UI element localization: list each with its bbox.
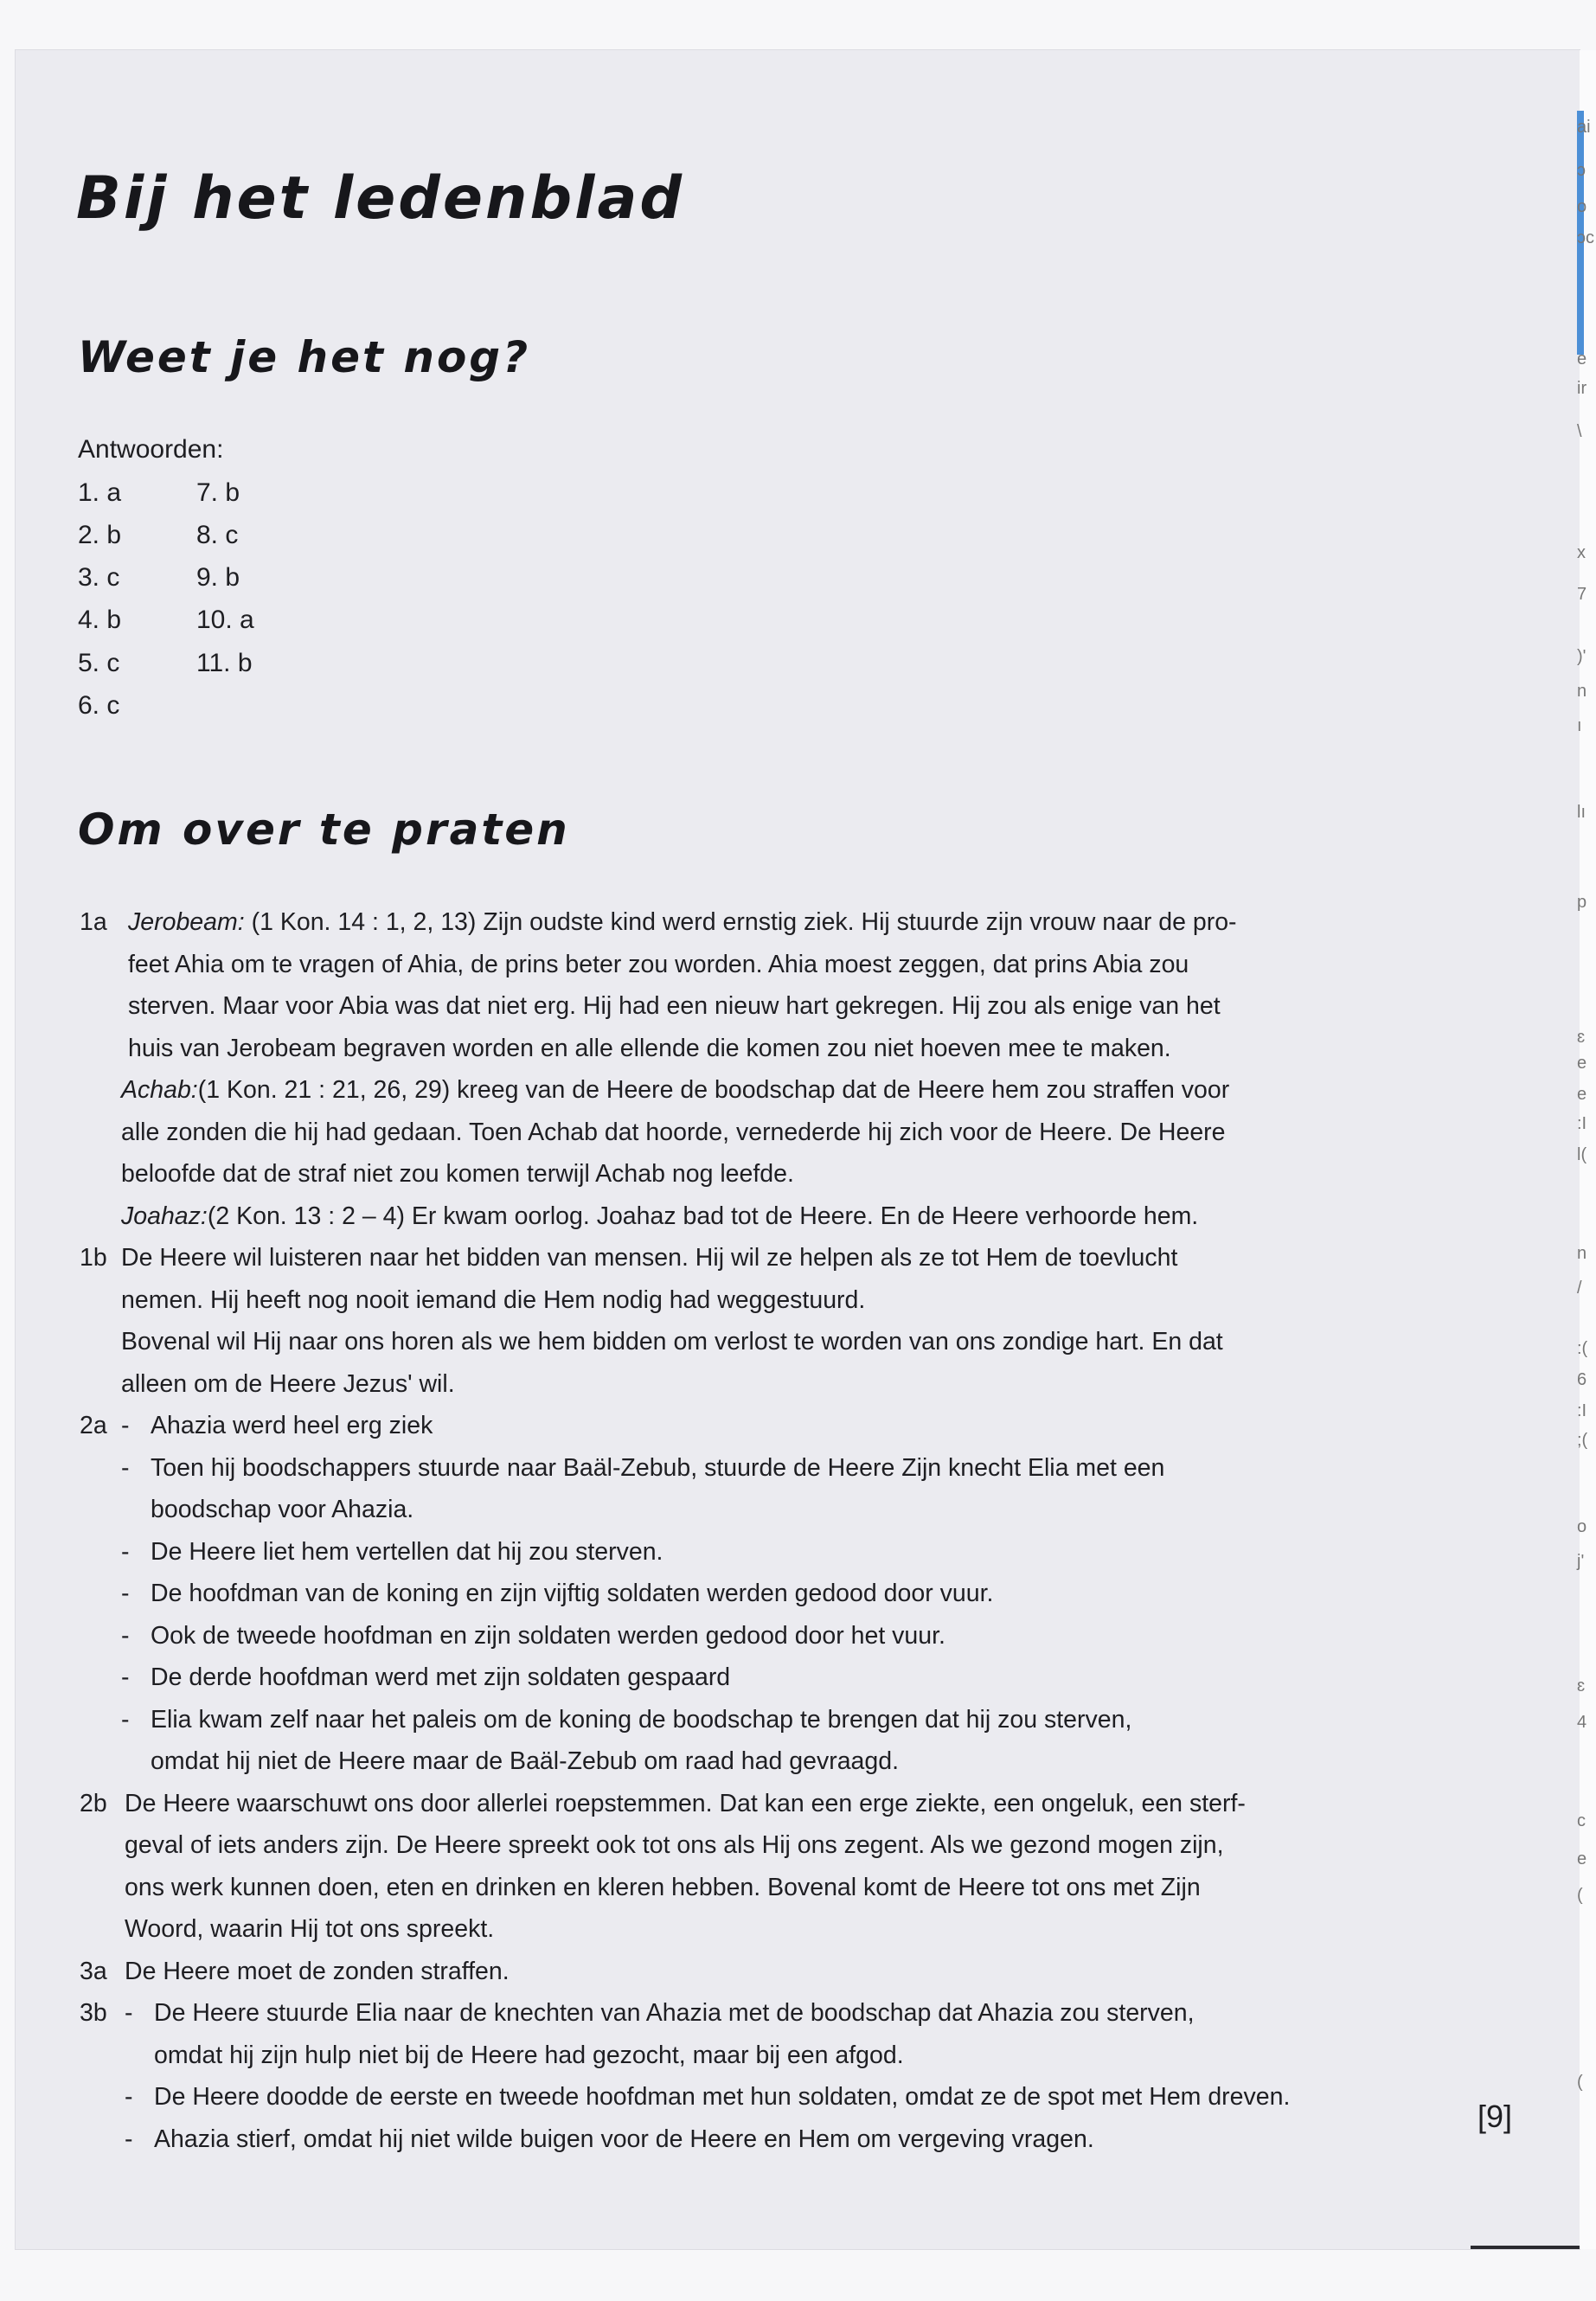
text-line	[80, 1069, 1464, 1112]
bible-reference-name: Jerobeam:	[128, 908, 245, 936]
text-line	[80, 1992, 1464, 2035]
text-line: ons werk kunnen doen, eten en drinken en kleren hebben. Bovenal komt de Heere tot ons met Zijn	[125, 1873, 1201, 1901]
edge-blue-mark	[1577, 268, 1584, 294]
text-line	[80, 1405, 1464, 1447]
bullet-dash: -	[125, 2125, 133, 2153]
text-span: Ahazia werd heel erg ziek	[151, 1412, 433, 1439]
page-title: Bij het ledenblad	[76, 164, 685, 233]
edge-glyph: /	[1577, 1279, 1582, 1298]
answer-item: 1. a	[78, 478, 122, 507]
edge-glyph: ı	[1577, 716, 1582, 735]
section-heading-weet-je-het-nog: Weet je het nog?	[78, 332, 531, 382]
text-line: geval of iets anders zijn. De Heere spreekt ook tot ons als Hij ons zegent. Als we gezond mogen zijn,	[125, 1831, 1224, 1859]
edge-glyph: (	[1577, 2073, 1583, 2092]
answer-item: 5. c	[78, 649, 120, 677]
answer-item: 7. b	[196, 478, 240, 507]
text-span: De Heere moet de zonden straffen.	[125, 1957, 510, 1985]
edge-glyph: 6	[1577, 1370, 1587, 1389]
text-line: nemen. Hij heeft nog nooit iemand die Hem nodig had weggestuurd.	[121, 1285, 866, 1314]
answer-item: 11. b	[196, 649, 253, 677]
text-line: beloofde dat de straf niet zou komen terwijl Achab nog leefde.	[121, 1160, 794, 1188]
edge-glyph: :I	[1577, 1114, 1587, 1133]
answer-item: 3. c	[78, 563, 120, 592]
bottom-rule	[1471, 2246, 1580, 2249]
page-number: [9]	[1477, 2099, 1513, 2134]
edge-glyph: (	[1577, 1886, 1583, 1905]
edge-glyph: :(	[1577, 1339, 1588, 1358]
edge-glyph: e	[1577, 1085, 1587, 1104]
text-line	[80, 1237, 1464, 1279]
text-line	[80, 1195, 1464, 1238]
edge-glyph: e	[1577, 349, 1587, 369]
edge-glyph: )'	[1577, 647, 1586, 666]
item-number: 2b	[80, 1789, 107, 1817]
edge-glyph: c	[1577, 1811, 1586, 1830]
bullet-dash: -	[125, 2083, 133, 2111]
item-number: 1a	[80, 908, 107, 936]
text-line	[80, 901, 1464, 944]
edge-glyph: o	[1577, 1517, 1587, 1536]
bullet-dash: -	[121, 1705, 130, 1734]
text-line: omdat hij niet de Heere maar de Baäl-Zebub om raad had gevraagd.	[151, 1747, 900, 1775]
adjacent-page-fragments	[1577, 111, 1593, 2291]
text-line	[80, 1951, 1464, 1993]
text-line: huis van Jerobeam begraven worden en alle ellende die komen zou niet hoeven mee te maken.	[128, 1034, 1171, 1062]
text-line	[80, 1783, 1464, 1825]
adjacent-page-edge	[1577, 50, 1596, 2249]
edge-glyph: 7	[1577, 585, 1587, 604]
text-span: De Heere stuurde Elia naar de knechten van Ahazia met de boodschap dat Ahazia zou sterven,	[154, 1999, 1195, 2027]
edge-glyph: ɔc	[1577, 228, 1594, 247]
text-line: boodschap voor Ahazia.	[151, 1496, 414, 1523]
answer-item: 9. b	[196, 563, 240, 592]
edge-glyph: ir	[1577, 379, 1587, 398]
text-line: alleen om de Heere Jezus' wil.	[121, 1369, 455, 1398]
edge-glyph: ;(	[1577, 1431, 1588, 1450]
answer-item: 10. a	[196, 606, 254, 634]
text-span: De Heere waarschuwt ons door allerlei roepstemmen. Dat kan een erge ziekte, een ongeluk, een sterf-	[125, 1789, 1246, 1817]
text-span: Ook de tweede hoofdman en zijn soldaten werden gedood door het vuur.	[151, 1621, 945, 1650]
answer-item: 6. c	[78, 691, 120, 720]
text-span: (2 Kon. 13 : 2 – 4) Er kwam oorlog. Joahaz bad tot de Heere. En de Heere verhoorde hem.	[207, 1202, 1199, 1230]
edge-glyph: lı	[1577, 803, 1586, 822]
edge-glyph: n	[1577, 1244, 1587, 1263]
bullet-dash: -	[121, 1537, 130, 1566]
text-line	[80, 1573, 1464, 1615]
edge-glyph: l(	[1577, 1145, 1587, 1164]
item-number: 3b	[80, 1999, 107, 2027]
text-span: De hoofdman van de koning en zijn vijftig soldaten werden gedood door vuur.	[151, 1580, 994, 1607]
text-line	[80, 2076, 1464, 2118]
edge-glyph: ɛ	[1577, 1028, 1586, 1047]
edge-glyph: \	[1577, 422, 1582, 441]
edge-glyph: x	[1577, 543, 1586, 562]
answer-item: 2. b	[78, 521, 122, 549]
text-span: (1 Kon. 21 : 21, 26, 29) kreeg van de Heere de boodschap dat de Heere hem zou straffen voor	[197, 1076, 1230, 1104]
edge-glyph: ɔ	[1577, 161, 1586, 180]
text-span: Elia kwam zelf naar het paleis om de koning de boodschap te brengen dat hij zou sterven,	[151, 1705, 1132, 1734]
edge-blue-mark	[1577, 294, 1584, 355]
edge-glyph: e	[1577, 1054, 1587, 1073]
item-number: 2a	[80, 1412, 107, 1439]
text-line: alle zonden die hij had gedaan. Toen Achab dat hoorde, vernederde hij zich voor de Heere. De Heere	[121, 1118, 1226, 1146]
text-line	[80, 2118, 1464, 2161]
bullet-dash: -	[121, 1621, 130, 1650]
bullet-dash: -	[121, 1453, 130, 1482]
text-span: Ahazia stierf, omdat hij niet wilde buigen voor de Heere en Hem om vergeving vragen.	[154, 2125, 1094, 2153]
discussion-answers	[80, 901, 1464, 2160]
text-line: Bovenal wil Hij naar ons horen als we hem bidden om verlost te worden van ons zondige hart. En dat	[121, 1328, 1223, 1356]
edge-glyph: 4	[1577, 1713, 1587, 1732]
edge-glyph: o	[1577, 197, 1587, 216]
text-line: sterven. Maar voor Abia was dat niet erg. Hij had een nieuw hart gekregen. Hij zou als enige van het	[128, 992, 1221, 1020]
bible-reference-name: Achab:	[121, 1076, 198, 1104]
text-line	[80, 1657, 1464, 1699]
text-span: De Heere doodde de eerste en tweede hoofdman met hun soldaten, omdat ze de spot met Hem dreven.	[154, 2083, 1291, 2111]
item-number: 1b	[80, 1244, 107, 1272]
text-line: feet Ahia om te vragen of Ahia, de prins beter zou worden. Ahia moest zeggen, dat prins Abia zou	[128, 950, 1189, 978]
edge-glyph: ɛ	[1577, 1676, 1586, 1695]
bullet-dash: -	[125, 1999, 133, 2027]
edge-glyph: n	[1577, 682, 1587, 701]
section-heading-om-over-te-praten: Om over te praten	[78, 804, 570, 855]
bullet-dash: -	[121, 1663, 130, 1691]
edge-glyph: e	[1577, 1849, 1587, 1868]
edge-glyph: j'	[1577, 1552, 1585, 1571]
text-line	[80, 1699, 1464, 1741]
text-line: Woord, waarin Hij tot ons spreekt.	[125, 1915, 495, 1943]
answers-label: Antwoorden:	[78, 435, 224, 464]
text-span: De Heere liet hem vertellen dat hij zou sterven.	[151, 1537, 663, 1566]
answer-item: 4. b	[78, 606, 122, 634]
edge-glyph: p	[1577, 893, 1587, 912]
edge-glyph: :I	[1577, 1401, 1587, 1420]
text-line	[80, 1531, 1464, 1574]
bullet-dash: -	[121, 1580, 130, 1607]
text-span: De derde hoofdman werd met zijn soldaten gespaard	[151, 1663, 731, 1691]
text-span: (1 Kon. 14 : 1, 2, 13) Zijn oudste kind werd ernstig ziek. Hij stuurde zijn vrouw naar de pro-	[244, 908, 1237, 936]
edge-glyph: ai	[1577, 118, 1591, 137]
text-line: omdat hij zijn hulp niet bij de Heere had gezocht, maar bij een afgod.	[154, 2041, 904, 2069]
bible-reference-name: Joahaz:	[121, 1202, 208, 1230]
text-span: Toen hij boodschappers stuurde naar Baäl-Zebub, stuurde de Heere Zijn knecht Elia met een	[151, 1453, 1165, 1482]
text-line	[80, 1615, 1464, 1657]
answer-item: 8. c	[196, 521, 239, 549]
bullet-dash: -	[121, 1412, 130, 1439]
text-span: De Heere wil luisteren naar het bidden van mensen. Hij wil ze helpen als ze tot Hem de toevlucht	[121, 1244, 1178, 1272]
item-number: 3a	[80, 1957, 107, 1985]
text-line	[80, 1447, 1464, 1490]
